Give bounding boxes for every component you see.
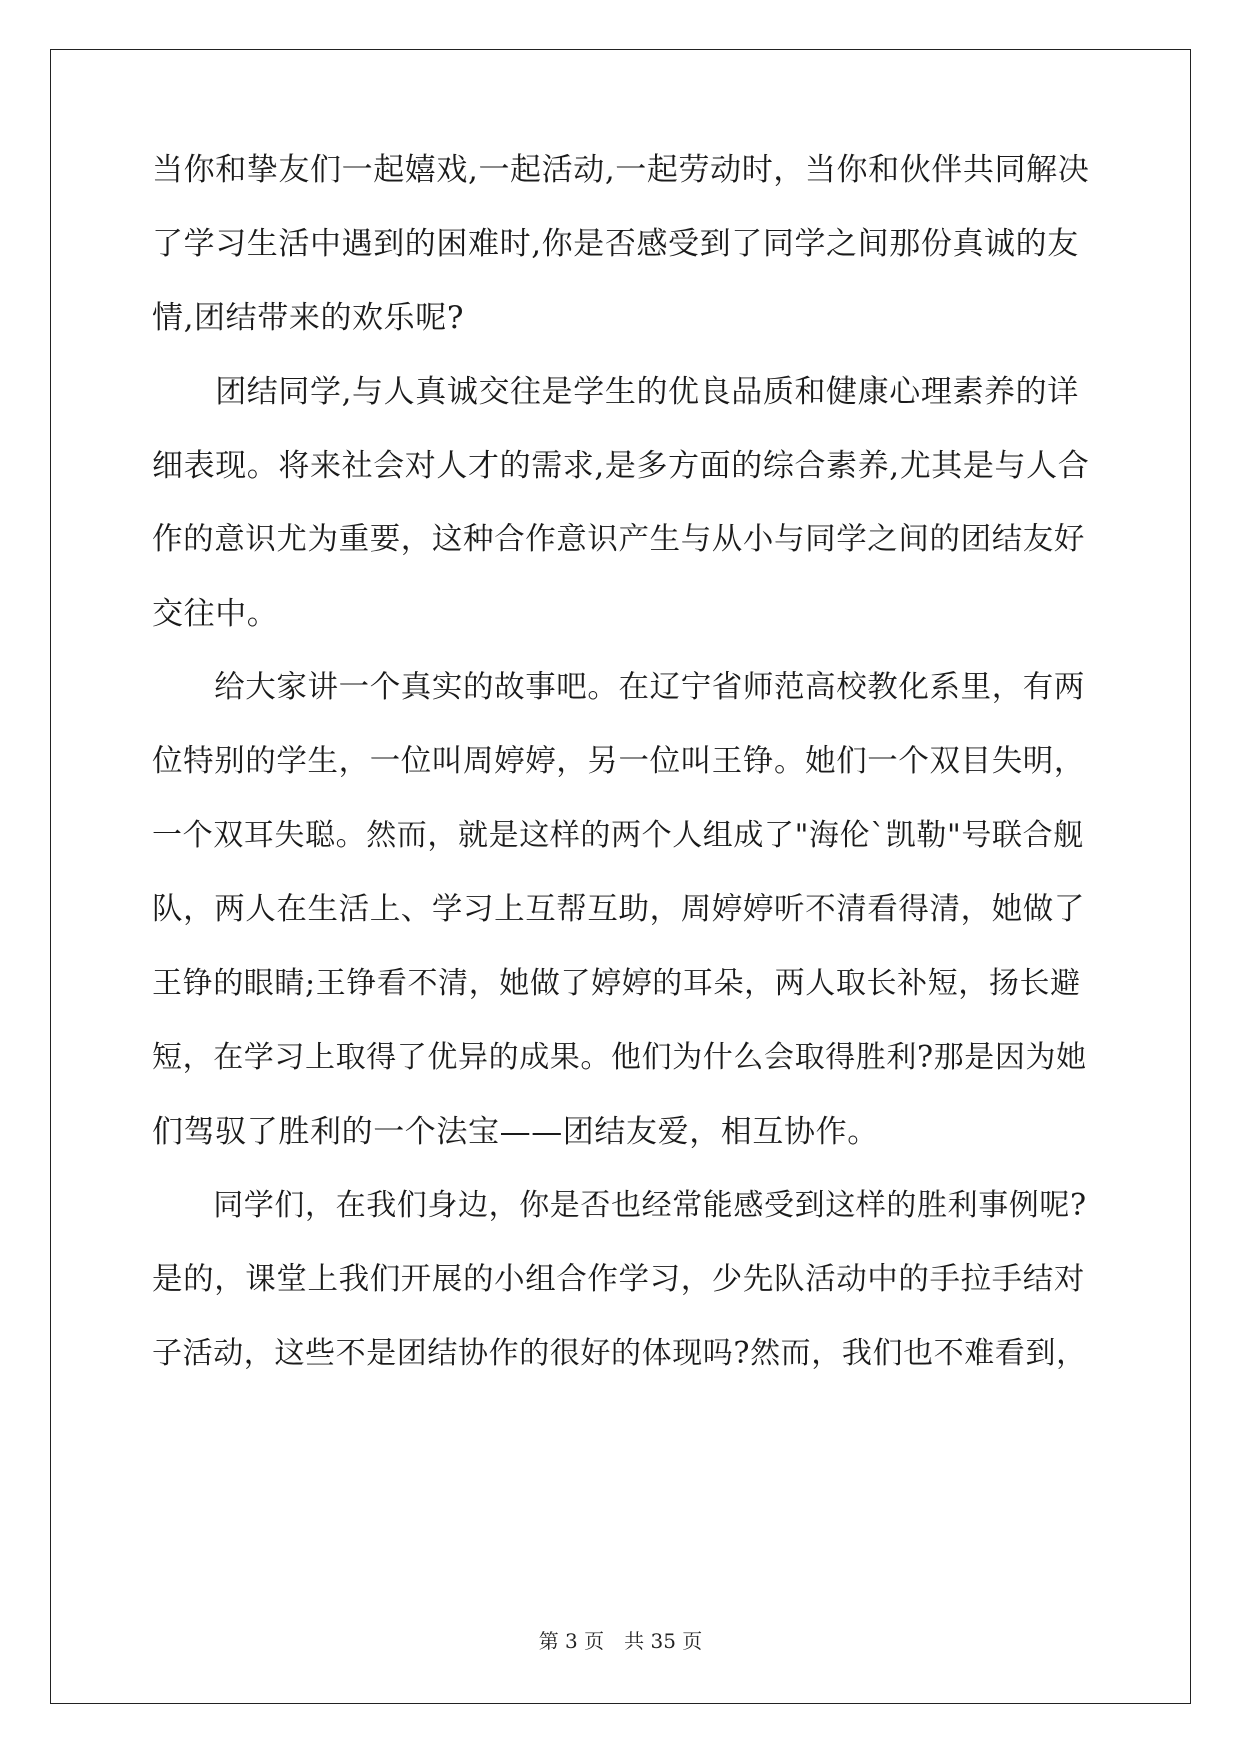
text-line: 一个双耳失聪。然而，就是这样的两个人组成了"海伦`凯勒"号联合舰 xyxy=(152,818,1084,853)
page-number-footer: 第 3 页 共 35 页 xyxy=(538,1629,703,1653)
text-line: 同学们，在我们身边，你是否也经常能感受到这样的胜利事例呢? xyxy=(152,1188,1087,1223)
text-line: 情,团结带来的欢乐呢? xyxy=(152,300,465,336)
text-line: 给大家讲一个真实的故事吧。在辽宁省师范高校教化系里，有两 xyxy=(152,670,1085,705)
text-line: 团结同学,与人真诚交往是学生的优良品质和健康心理素养的详 xyxy=(152,374,1079,410)
text-line: 短，在学习上取得了优异的成果。他们为什么会取得胜利?那是因为她 xyxy=(152,1040,1087,1075)
text-line: 细表现。将来社会对人才的需求,是多方面的综合素养,尤其是与人合 xyxy=(152,448,1090,484)
text-line: 队，两人在生活上、学习上互帮互助，周婷婷听不清看得清，她做了 xyxy=(152,892,1085,927)
text-line: 是的，课堂上我们开展的小组合作学习，少先队活动中的手拉手结对 xyxy=(152,1262,1085,1297)
text-line: 作的意识尤为重要，这种合作意识产生与从小与同学之间的团结友好 xyxy=(152,522,1085,557)
text-line: 了学习生活中遇到的困难时,你是否感受到了同学之间那份真诚的友 xyxy=(152,226,1079,262)
text-line: 王铮的眼睛;王铮看不清，她做了婷婷的耳朵，两人取长补短，扬长避 xyxy=(152,966,1081,1001)
text-line: 们驾驭了胜利的一个法宝——团结友爱，相互协作。 xyxy=(152,1114,879,1150)
text-line: 交往中。 xyxy=(152,596,279,632)
text-line: 位特别的学生，一位叫周婷婷，另一位叫王铮。她们一个双目失明， xyxy=(152,744,1085,779)
text-line: 当你和挚友们一起嬉戏,一起活动,一起劳动时，当你和伙伴共同解决 xyxy=(152,152,1090,188)
text-line: 子活动，这些不是团结协作的很好的体现吗?然而，我们也不难看到， xyxy=(152,1336,1087,1371)
